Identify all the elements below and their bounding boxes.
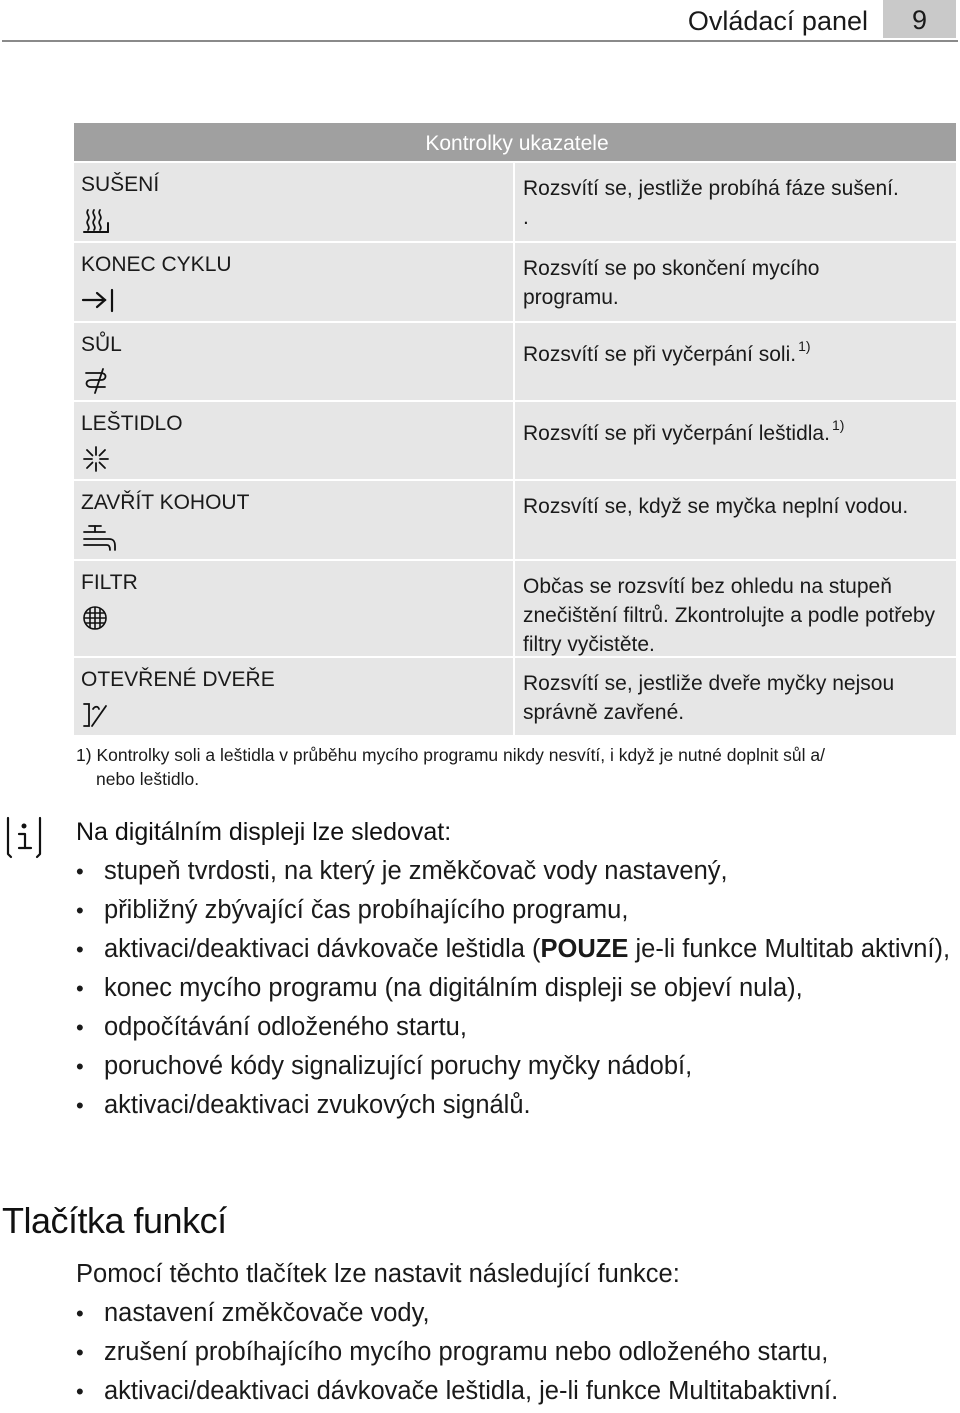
table-row <box>74 561 956 656</box>
water-tap-icon <box>81 523 111 553</box>
open-door-icon <box>81 700 111 730</box>
section-title: Ovládací panel <box>687 6 868 36</box>
list-item: • stupeň tvrdosti, na který je změkčovač vody nastavený, <box>76 854 956 889</box>
indicator-name-cell <box>74 163 513 241</box>
list-item: • odpočítávání odloženého startu, <box>76 1010 956 1045</box>
indicator-description-cell <box>515 481 956 559</box>
list-item: • aktivaci/deaktivaci zvukových signálů. <box>76 1088 956 1123</box>
section-intro: Pomocí těchto tlačítek lze nastavit následující funkce: <box>76 1260 680 1288</box>
indicator-name: OTEVŘENÉ DVEŘE <box>81 668 275 691</box>
emphasis-text: POUZE <box>540 935 629 963</box>
table-row <box>74 243 956 321</box>
indicator-description: Rozsvítí se při vyčerpání soli. <box>523 343 797 366</box>
indicator-name-cell <box>74 402 513 479</box>
indicator-description: Rozsvítí se, když se myčka neplní vodou. <box>523 495 909 518</box>
list-item: • poruchové kódy signalizující poruchy myčky nádobí, <box>76 1049 956 1084</box>
list-item: • aktivaci/deaktivaci dávkovače leštidla, je-li funkce Multitabaktivní. <box>76 1374 960 1409</box>
rinse-aid-icon <box>81 444 111 474</box>
table-footnote <box>76 743 960 791</box>
indicator-name-cell <box>74 243 513 321</box>
list-item: • zrušení probíhajícího mycího programu nebo odloženého startu, <box>76 1335 960 1370</box>
list-item: • přibližný zbývající čas probíhajícího programu, <box>76 893 956 928</box>
indicator-description-cell <box>515 323 956 400</box>
indicator-description: Rozsvítí se při vyčerpání leštidla. <box>523 422 830 445</box>
indicator-name: KONEC CYKLU <box>81 253 232 276</box>
filter-icon <box>81 603 111 633</box>
indicator-description: Rozsvítí se po skončení mycího programu. <box>523 257 820 309</box>
table-row <box>74 402 956 479</box>
indicator-description: Rozsvítí se, jestliže probíhá fáze sušení. <box>523 177 899 200</box>
indicator-description-extra: . <box>523 206 529 229</box>
indicator-description-cell <box>515 658 956 735</box>
info-heading: Na digitálním displeji lze sledovat: <box>76 818 452 846</box>
indicator-description: Občas se rozsvítí bez ohledu na stupeň znečištění filtrů. Zkontrolujte a podle potřeby filtry vyčistěte. <box>523 575 936 656</box>
list-item-text: je-li funkce Multitab aktivní), <box>628 935 951 963</box>
indicator-name-cell <box>74 658 513 735</box>
indicator-description-cell <box>515 561 956 656</box>
functions-list <box>76 1296 960 1413</box>
indicator-description: Rozsvítí se, jestliže dveře myčky nejsou správně zavřené. <box>523 672 895 724</box>
indicator-name: SUŠENÍ <box>81 173 160 196</box>
indicator-table <box>74 123 956 735</box>
section-heading: Tlačítka funkcí <box>2 1200 227 1241</box>
indicator-name-cell <box>74 561 513 656</box>
footnote-text-line1: Kontrolky soli a leštidla v průběhu mycího programu nikdy nesvítí, i když je nutné doplnit sůl a/ <box>96 745 826 765</box>
page-number: 9 <box>883 0 956 38</box>
indicator-name-cell <box>74 481 513 559</box>
list-item: • nastavení změkčovače vody, <box>76 1296 960 1331</box>
footnote-marker: 1) <box>76 745 92 765</box>
table-row <box>74 658 956 735</box>
list-item: • konec mycího programu (na digitálním displeji se objeví nula), <box>76 971 956 1006</box>
header-divider <box>2 40 958 42</box>
table-row <box>74 481 956 559</box>
list-item-text: aktivaci/deaktivaci dávkovače leštidla ( <box>104 935 541 963</box>
table-heading: Kontrolky ukazatele <box>74 123 956 161</box>
info-icon <box>5 812 43 860</box>
drying-icon <box>81 205 111 235</box>
indicator-description-cell <box>515 402 956 479</box>
indicator-name-cell <box>74 323 513 400</box>
table-row <box>74 163 956 241</box>
indicator-name: FILTR <box>81 571 138 594</box>
info-list <box>76 854 956 1127</box>
indicator-description-cell <box>515 243 956 321</box>
list-item <box>76 932 956 967</box>
indicator-name: ZAVŘÍT KOHOUT <box>81 491 250 514</box>
footnote-reference: 1) <box>831 417 845 433</box>
end-of-cycle-icon <box>81 285 111 315</box>
indicator-name: SŮL <box>81 333 122 356</box>
indicator-name: LEŠTIDLO <box>81 412 183 435</box>
footnote-text-line2: nebo leštidlo. <box>96 769 200 789</box>
footnote-reference: 1) <box>798 338 811 354</box>
salt-icon <box>81 365 111 395</box>
indicator-description-cell <box>515 163 956 241</box>
table-row <box>74 323 956 400</box>
